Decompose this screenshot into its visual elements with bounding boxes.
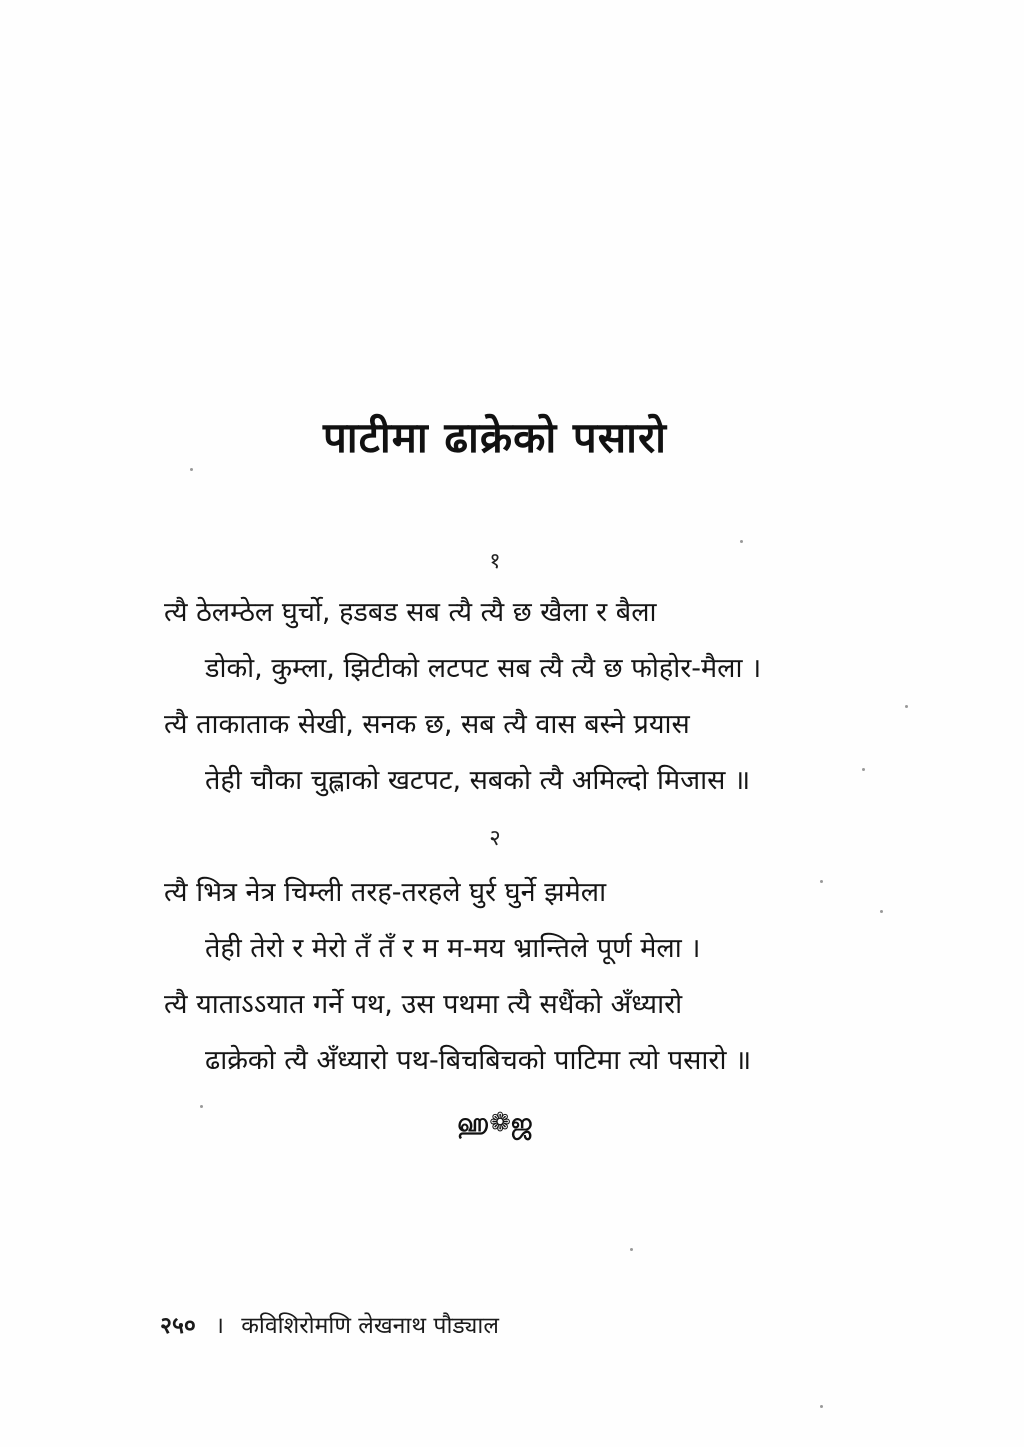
scan-speck	[862, 768, 865, 771]
verse-line-2-3: त्यै याताऽऽयात गर्ने पथ, उस पथमा त्यै सधैंको अँध्यारो	[164, 989, 683, 1020]
verse-line-1-3: त्यै ताकाताक सेखी, सनक छ, सब त्यै वास बस्ने प्रयास	[164, 709, 690, 740]
scan-speck	[190, 468, 193, 471]
verse-line-2-2: तेही तेरो र मेरो तँ तँ र म म-मय भ्रान्तिले पूर्ण मेला ।	[205, 933, 701, 964]
page-number: २५०	[160, 1313, 196, 1339]
scan-speck	[820, 880, 823, 883]
scan-speck	[630, 1248, 633, 1251]
scan-speck	[200, 1105, 203, 1108]
verse-line-1-4: तेही चौका चुह्लाको खटपट, सबको त्यै अमिल्दो मिजास ॥	[205, 765, 751, 796]
scan-speck	[905, 705, 908, 708]
scan-speck	[880, 910, 883, 913]
book-author: कविशिरोमणि लेखनाथ पौड्याल	[241, 1313, 499, 1339]
ornament-divider: ஹ❁ஜ	[457, 1108, 533, 1138]
verse-line-1-1: त्यै ठेलम्ठेल घुर्चो, हडबड सब त्यै त्यै छ खैला र बैला	[164, 597, 657, 628]
scan-speck	[740, 540, 743, 543]
verse-line-2-4: ढाक्रेको त्यै अँध्यारो पथ-बिचबिचको पाटिमा त्यो पसारो ॥	[205, 1045, 752, 1076]
stanza-number-2: २	[489, 826, 501, 851]
stanza-number-1: १	[489, 549, 501, 574]
scan-speck	[820, 1405, 823, 1408]
page-footer	[160, 1308, 499, 1340]
footer-separator: ।	[215, 1313, 224, 1339]
verse-line-2-1: त्यै भित्र नेत्र चिम्ली तरह-तरहले घुर्र घुर्ने झमेला	[164, 877, 607, 908]
verse-line-1-2: डोको, कुम्ला, झिटीको लटपट सब त्यै त्यै छ फोहोर-मैला ।	[205, 653, 762, 684]
poem-title: पाटीमा ढाक्रेको पसारो	[322, 413, 668, 462]
